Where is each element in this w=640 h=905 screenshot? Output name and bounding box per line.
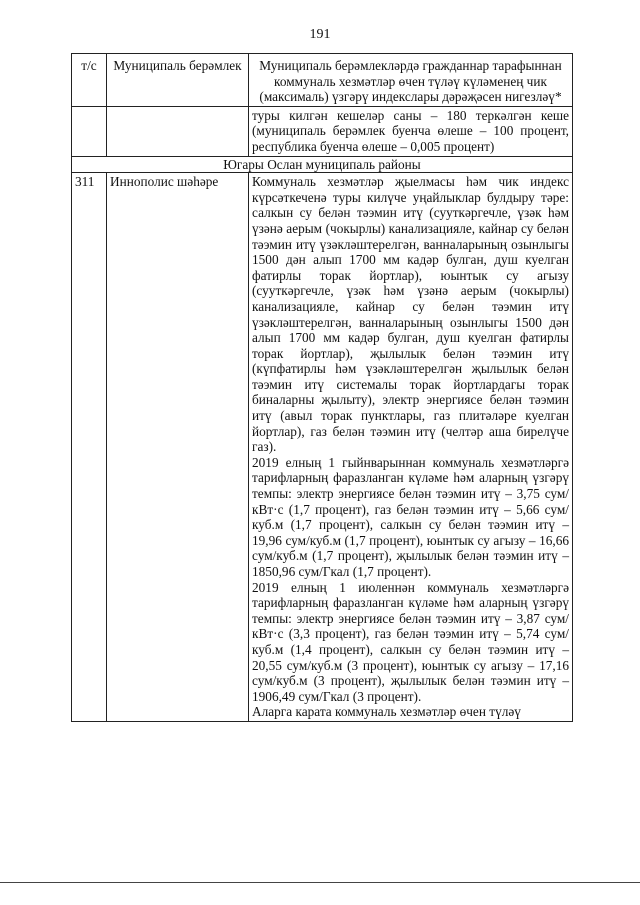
paragraph-january-tariffs: 2019 елның 1 гыйнварыннан коммуналь хезмәтләргә тарифларның фаразланган күләме һәм аларның үзгәрү темпы: электр энергиясе белән тәэмин итү – 3,75 сум/кВт·с (1,7 процент), газ белән тәэмин итү – 5,66 сум/куб.м (1,7 процент), салкын су белән тәэмин итү – 19,96 сум/куб.м (1,7 процент), юынтык су агызу – 16,66 сум/куб.м (1,7 процент), җылылык белән тәэмин итү – 1850,96 сум/Гкал (1,7 процент). [252, 454, 569, 579]
row-justification [249, 173, 573, 722]
header-index-justification: Муниципаль берәмлекләрдә гражданнар тарафыннан коммуналь хезмәтләр өчен түләү күләменең чик (максималь) үзгәрү индекслары дәрәҗәсен нигезләү* [249, 54, 573, 107]
row-number: 311 [72, 173, 107, 722]
page-bottom-rule [0, 882, 640, 883]
paragraph-utilities: Коммуналь хезмәтләр җыелмасы һәм чик индекс күрсәткеченә туры килүче уңайлыклар булдыру тәре: салкын су белән тәэмин итү (сууткәргечле, үзәк һәм үзәнә аерым (чокырлы) канализацияле, кайнар су белән тәэмин итү үзәкләштерелгән, ванналарының озынлыгы 1500 дән алып 1700 мм кадәр булган, душ куелган фатирлы торак йортлар), юынтык су агызу (сууткәргечле, үзәк һәм үзәнә аерым (чокырлы) канализацияле, кайнар су белән тәэмин итү үзәкләштерелгән, ванналарының озынлыгы 1500 дән алып 1700 мм кадәр булган, душ куелган фатирлы торак йортлар), җылылык белән тәэмин итү (күпфатирлы һәм үзәкләштерелгән җылылык белән тәэмин итү системалы торак йортлардагы торак биналарны җылыту), электр энергиясе белән тәэмин итү (авыл торак пунктлары, газ плитәләре куелган йортлар), газ белән тәэмин итү (челтәр аша бирелүче газ). [252, 174, 569, 455]
table-header-row [72, 54, 573, 107]
header-municipality: Муниципаль берәмлек [107, 54, 249, 107]
continuation-row [72, 106, 573, 156]
table-row [72, 173, 573, 722]
page-number: 191 [309, 27, 331, 42]
index-table [71, 53, 573, 722]
paragraph-continuation: Аларга карата коммуналь хезмәтләр өчен түләү [252, 704, 521, 720]
region-row [72, 156, 573, 173]
paragraph-july-tariffs: 2019 елның 1 июленнән коммуналь хезмәтләргә тарифларның фаразланган күләме һәм аларның үзгәрү темпы: электр энергиясе белән тәэмин итү – 3,87 сум/кВт·с (3,3 процент), газ белән тәэмин итү – 5,74 сум/куб.м (1,4 процент), салкын су белән тәэмин итү – 20,55 сум/куб.м (3 процент), юынтык су агызу – 17,16 сум/куб.м (3 процент), җылылык белән тәэмин итү – 1906,49 сум/Гкал (3 процент). [252, 579, 569, 704]
row-municipality: Иннополис шәһәре [107, 173, 249, 722]
region-title: Югары Ослан муниципаль районы [72, 156, 573, 173]
header-number: т/с [72, 54, 107, 107]
continuation-text: туры килгән кешеләр саны – 180 теркәлгән кеше (муниципаль берәмлек буенча өлеше – 100 процент, республика буенча өлеше – 0,005 процент) [249, 106, 573, 156]
continuation-num-cell [72, 106, 107, 156]
continuation-name-cell [107, 106, 249, 156]
